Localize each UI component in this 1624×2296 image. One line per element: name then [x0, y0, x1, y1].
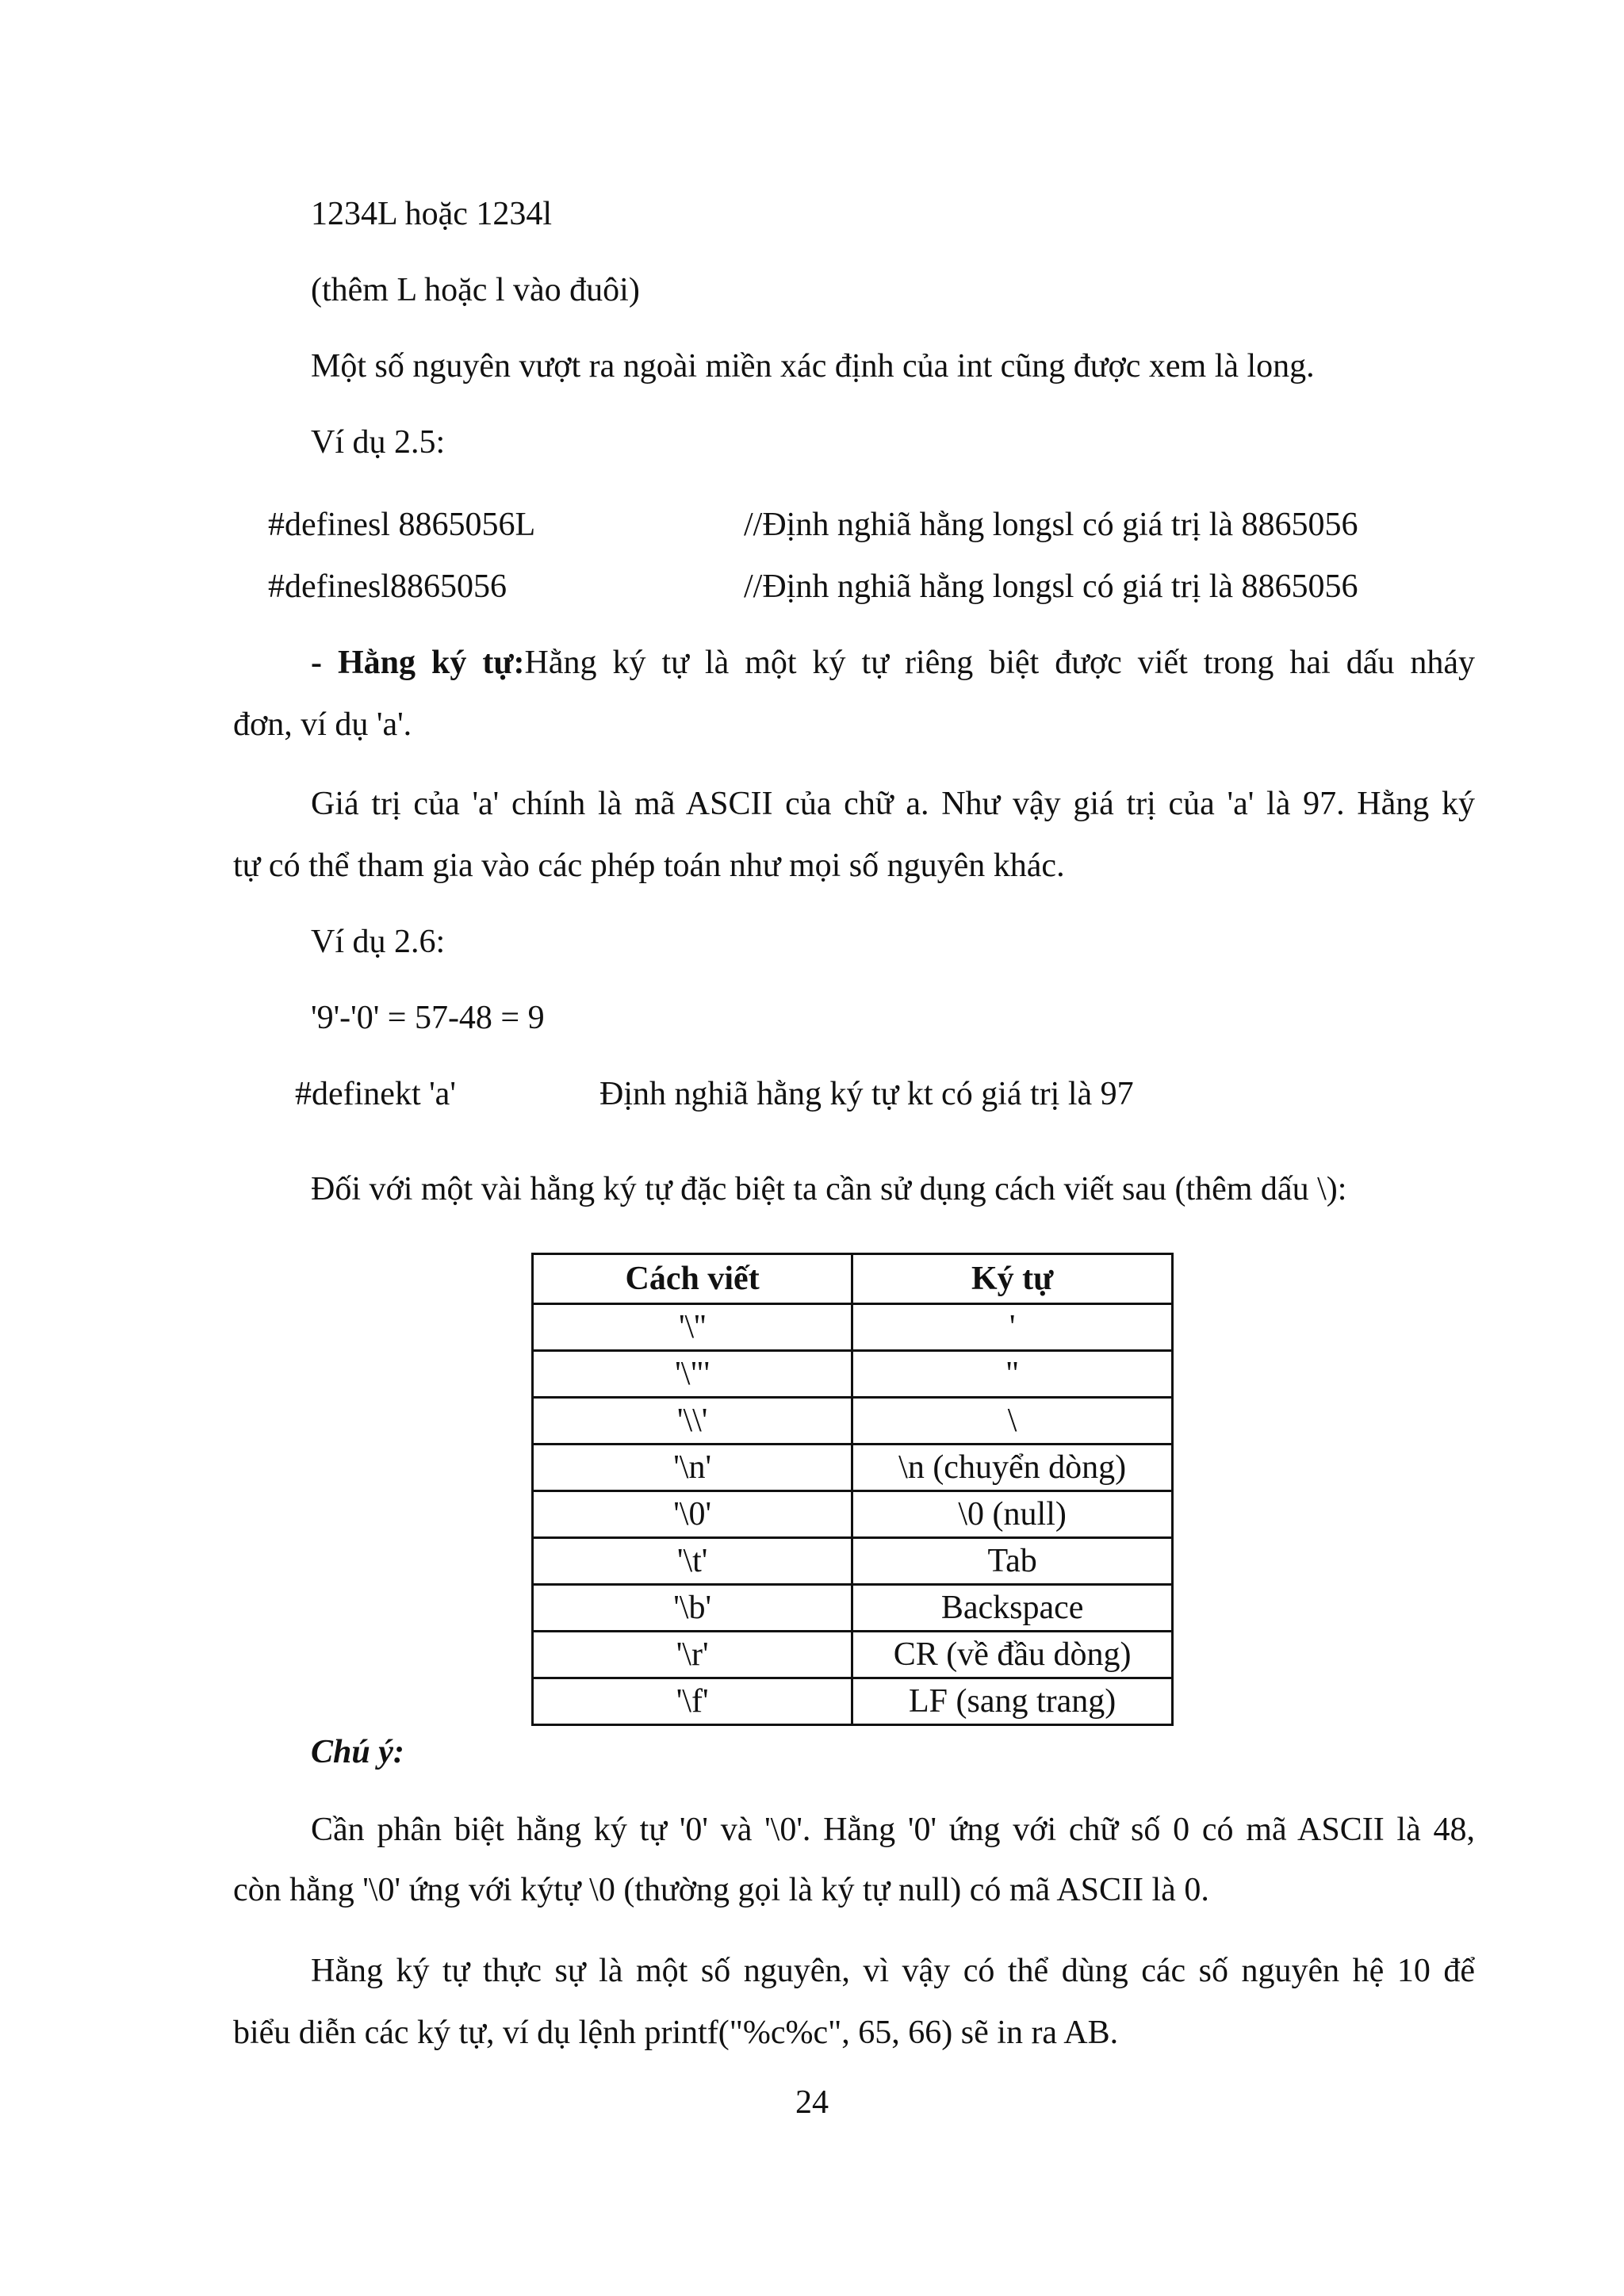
code-comment-1: //Định nghiã hằng longsl có giá trị là 8865056 — [744, 507, 1358, 543]
text-line: 1234L hoặc 1234l — [311, 196, 553, 232]
text-line: Một số nguyên vượt ra ngoài miền xác định của int cũng được xem là long. — [311, 348, 1315, 385]
table-row — [533, 1491, 1173, 1538]
table-row — [533, 1632, 1173, 1678]
text-line: đơn, ví dụ 'a'. — [233, 706, 412, 743]
table-cell: '\'' — [533, 1304, 852, 1351]
table-row — [533, 1398, 1173, 1445]
table-row — [533, 1304, 1173, 1351]
table-cell: '\t' — [533, 1538, 852, 1585]
table-header-cell: Ký tự — [852, 1254, 1173, 1304]
code-comment-3: Định nghiã hằng ký tự kt có giá trị là 97 — [599, 1076, 1134, 1112]
table-cell: '\f' — [533, 1678, 852, 1725]
escape-sequence-table — [531, 1253, 1174, 1726]
text-line: (thêm L hoặc l vào đuôi) — [311, 272, 640, 308]
code-define-2: #definesl8865056 — [268, 568, 507, 605]
code-define-1: #definesl 8865056L — [268, 507, 536, 543]
table-cell: \0 (null) — [852, 1491, 1173, 1538]
table-row — [533, 1678, 1173, 1725]
code-define-3: #definekt 'a' — [295, 1076, 456, 1112]
table-cell: Tab — [852, 1538, 1173, 1585]
table-cell: \ — [852, 1398, 1173, 1445]
char-const-paragraph-line-1 — [311, 642, 1475, 683]
table-row — [533, 1538, 1173, 1585]
table-cell: " — [852, 1351, 1173, 1398]
char-const-heading: - Hằng ký tự: — [311, 645, 525, 681]
table-cell: '\\' — [533, 1398, 852, 1445]
table-header-row — [533, 1254, 1173, 1304]
text-line: tự có thể tham gia vào các phép toán như mọi số nguyên khác. — [233, 848, 1065, 884]
calc-line: '9'-'0' = 57-48 = 9 — [311, 1000, 545, 1036]
table-cell: '\n' — [533, 1445, 852, 1491]
table-row — [533, 1585, 1173, 1632]
text-line: còn hằng '\0' ứng với kýtự \0 (thường gọi là ký tự null) có mã ASCII là 0. — [233, 1872, 1209, 1908]
text-line: Giá trị của 'a' chính là mã ASCII của chữ a. Như vậy giá trị của 'a' là 97. Hằng ký — [311, 786, 1475, 822]
text-line: biểu diễn các ký tự, ví dụ lệnh printf("%c%c", 65, 66) sẽ in ra AB. — [233, 2015, 1119, 2051]
table-cell: '\"' — [533, 1351, 852, 1398]
example-label: Ví dụ 2.6: — [311, 924, 446, 960]
table-row — [533, 1351, 1173, 1398]
text-line: Đối với một vài hằng ký tự đặc biệt ta cần sử dụng cách viết sau (thêm dấu \): — [311, 1171, 1347, 1207]
note-heading: Chú ý: — [311, 1734, 404, 1770]
table-cell: CR (về đầu dòng) — [852, 1632, 1173, 1678]
table-cell: '\r' — [533, 1632, 852, 1678]
table-header-cell: Cách viết — [533, 1254, 852, 1304]
table-cell: \n (chuyển dòng) — [852, 1445, 1173, 1491]
table-cell: '\b' — [533, 1585, 852, 1632]
table-cell: ' — [852, 1304, 1173, 1351]
table-cell: Backspace — [852, 1585, 1173, 1632]
char-const-text: Hằng ký tự là một ký tự riêng biệt được viết trong hai dấu nháy — [524, 645, 1475, 681]
table-cell: '\0' — [533, 1491, 852, 1538]
text-line: Hằng ký tự thực sự là một số nguyên, vì vậy có thể dùng các số nguyên hệ 10 để — [311, 1953, 1475, 1989]
text-line: Cần phân biệt hằng ký tự '0' và '\0'. Hằng '0' ứng với chữ số 0 có mã ASCII là 48, — [311, 1812, 1475, 1848]
code-comment-2: //Định nghiã hằng longsl có giá trị là 8865056 — [744, 568, 1358, 605]
example-label: Ví dụ 2.5: — [311, 424, 446, 461]
table-cell: LF (sang trang) — [852, 1678, 1173, 1725]
page-number: 24 — [795, 2084, 829, 2121]
table-row — [533, 1445, 1173, 1491]
